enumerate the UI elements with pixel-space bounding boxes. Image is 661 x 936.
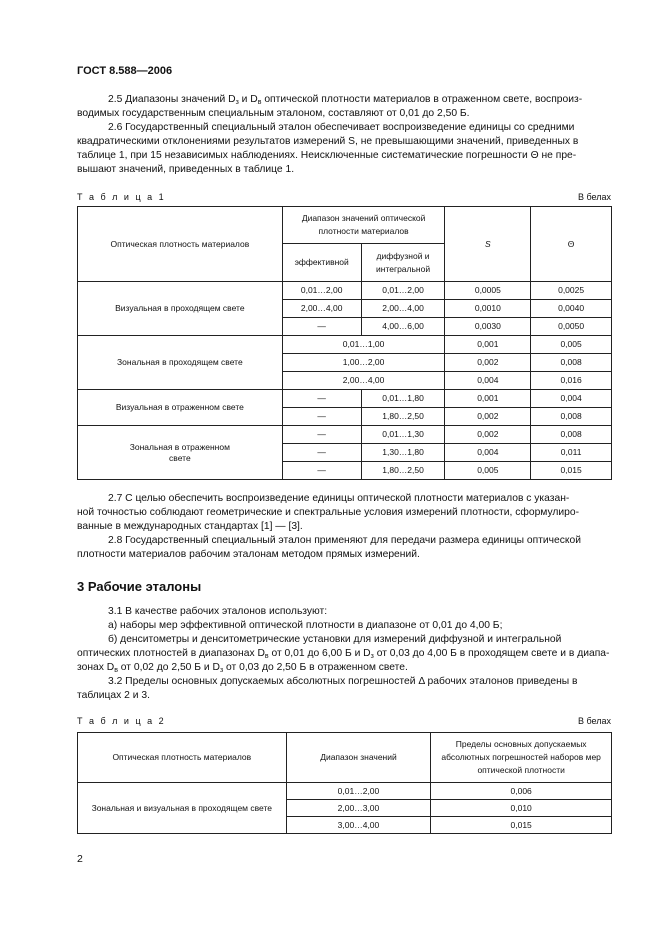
t1-header-material: Оптическая плотность материалов <box>78 207 283 282</box>
table-row <box>78 390 612 408</box>
document-code: ГОСТ 8.588—2006 <box>77 65 173 77</box>
table-cell: 0,008 <box>531 408 612 426</box>
table-cell: 0,001 <box>445 336 531 354</box>
table-cell: 0,01…1,00 <box>282 336 445 354</box>
table-row <box>78 783 612 800</box>
table-cell: 2,00…3,00 <box>286 800 431 817</box>
para-2-5: 2.5 Диапазоны значений $D_з$ и $D_в$ оптической плотности материалов в отраженном свете, воспроиз- <box>108 94 583 106</box>
para-3-1: 3.1 В качестве рабочих эталонов используют: <box>108 606 328 617</box>
table-row <box>78 426 612 444</box>
page-number: 2 <box>77 853 83 865</box>
t1-header-effective: эффективной <box>282 244 361 282</box>
para-2-7-l1: 2.7 С целью обеспечить воспроизведение единицы оптической плотности материалов с указан- <box>108 493 570 504</box>
table-cell: 0,01…2,00 <box>361 282 445 300</box>
table1-units: В белах <box>577 192 611 202</box>
para-2-8-l2: плотности материалов рабочим эталонам методом прямых измерений. <box>77 549 420 560</box>
table-cell: 2,00…4,00 <box>282 300 361 318</box>
table-cell: 1,30…1,80 <box>361 444 445 462</box>
table-cell: — <box>282 462 361 480</box>
t1-header-s: S <box>445 207 531 282</box>
table-cell: 0,011 <box>531 444 612 462</box>
table-cell: 0,0025 <box>531 282 612 300</box>
para-2-7-l3: ванные в международных стандартах [1] — [3]. <box>77 521 303 532</box>
t2-header-range: Диапазон значений <box>286 733 431 783</box>
t2-header-limits: Пределы основных допускаемых абсолютных погрешностей наборов мер оптической плотности <box>431 733 612 783</box>
table2-units: В белах <box>577 716 611 726</box>
para-3-1-a: а) наборы мер эффективной оптической плотности в диапазоне от 0,01 до 4,00 Б; <box>108 620 503 631</box>
para-2-6-l1: 2.6 Государственный специальный эталон обеспечивает воспроизведение единицы со средними <box>108 122 575 133</box>
t1-group-label: Зональная в отраженном свете <box>78 426 283 480</box>
table-cell: 0,016 <box>531 372 612 390</box>
table-cell: 0,015 <box>431 817 612 834</box>
t2-header-material: Оптическая плотность материалов <box>78 733 287 783</box>
table-cell: 0,004 <box>445 444 531 462</box>
para-3-1-b: б) денситометры и денситометрические установки для измерений диффузной и интегральной <box>108 634 562 645</box>
table-cell: 0,015 <box>531 462 612 480</box>
t1-group-label: Визуальная в проходящем свете <box>78 282 283 336</box>
t2-row-label: Зональная и визуальная в проходящем свете <box>78 783 287 834</box>
table-cell: 0,0040 <box>531 300 612 318</box>
para-2-6-l3: таблице 1, при 15 независимых наблюдениях. Неисключенные систематические погрешности Θ не пре- <box>77 150 577 161</box>
para-3-1-b-cont2: зонах $D_в$ от 0,02 до 2,50 Б и $D_з$ от 0,03 до 2,50 Б в отраженном свете. <box>77 662 408 674</box>
table1-caption: Т а б л и ц а 1 <box>77 192 166 202</box>
section-heading: 3 Рабочие эталоны <box>77 579 202 594</box>
paragraphs-mid <box>77 492 613 562</box>
table-cell: — <box>282 318 361 336</box>
table-cell: 0,0030 <box>445 318 531 336</box>
table-cell: 0,01…1,80 <box>361 390 445 408</box>
para-2-5-cont: водимых государственным специальным эталоном, составляют от 0,01 до 2,50 Б. <box>77 108 470 119</box>
table2-caption: Т а б л и ц а 2 <box>77 716 166 726</box>
table-cell: — <box>282 426 361 444</box>
table-cell: 2,00…4,00 <box>361 300 445 318</box>
table-cell: 0,001 <box>445 390 531 408</box>
table-row <box>78 336 612 354</box>
table-cell: 1,80…2,50 <box>361 462 445 480</box>
para-3-1-b-cont1: оптических плотностей в диапазонах $D_в$ от 0,01 до 6,00 Б и $D_з$ от 0,03 до 4,00 Б в проходящем свете и в диапа- <box>77 648 610 660</box>
para-2-8-l1: 2.8 Государственный специальный эталон применяют для передачи размера единицы оптической <box>108 535 581 546</box>
table-cell: 0,01…2,00 <box>286 783 431 800</box>
table-cell: — <box>282 408 361 426</box>
table-cell: 1,80…2,50 <box>361 408 445 426</box>
table-cell: 1,00…2,00 <box>282 354 445 372</box>
t1-header-theta: Θ <box>531 207 612 282</box>
t1-header-range: Диапазон значений оптической плотности материалов <box>282 207 445 244</box>
paragraphs-top <box>77 93 613 177</box>
table-cell: 0,0005 <box>445 282 531 300</box>
table-cell: 2,00…4,00 <box>282 372 445 390</box>
para-2-7-l2: ной точностью соблюдают геометрические и спектральные условия измерений плотности, сформулиро- <box>77 507 580 518</box>
table-row <box>78 282 612 300</box>
table-2 <box>77 732 612 834</box>
table-cell: 3,00…4,00 <box>286 817 431 834</box>
table-cell: 0,004 <box>445 372 531 390</box>
para-2-6-l4: вышают значений, приведенных в таблице 1. <box>77 164 295 175</box>
table-cell: 0,01…2,00 <box>282 282 361 300</box>
table-cell: 0,0050 <box>531 318 612 336</box>
para-3-2: 3.2 Пределы основных допускаемых абсолютных погрешностей Δ рабочих эталонов приведены в <box>108 676 578 687</box>
t1-group-label: Визуальная в отраженном свете <box>78 390 283 426</box>
table-cell: 0,010 <box>431 800 612 817</box>
table-cell: 0,005 <box>531 336 612 354</box>
table-1 <box>77 206 612 480</box>
section-3-body <box>77 605 613 703</box>
table-cell: 0,002 <box>445 354 531 372</box>
table-cell: — <box>282 444 361 462</box>
table-cell: 0,01…1,30 <box>361 426 445 444</box>
table-cell: 0,004 <box>531 390 612 408</box>
para-3-2-cont: таблицах 2 и 3. <box>77 690 150 701</box>
table-cell: 0,008 <box>531 426 612 444</box>
table-cell: 0,005 <box>445 462 531 480</box>
table-cell: 4,00…6,00 <box>361 318 445 336</box>
table-cell: 0,002 <box>445 426 531 444</box>
t1-header-diffuse: диффузной и интегральной <box>361 244 445 282</box>
table-cell: 0,008 <box>531 354 612 372</box>
t1-group-label: Зональная в проходящем свете <box>78 336 283 390</box>
table-cell: 0,002 <box>445 408 531 426</box>
table-cell: — <box>282 390 361 408</box>
table-cell: 0,0010 <box>445 300 531 318</box>
para-2-6-l2: квадратическими отклонениями результатов измерений S, не превышающими значений, приведенных в <box>77 136 579 147</box>
table-cell: 0,006 <box>431 783 612 800</box>
